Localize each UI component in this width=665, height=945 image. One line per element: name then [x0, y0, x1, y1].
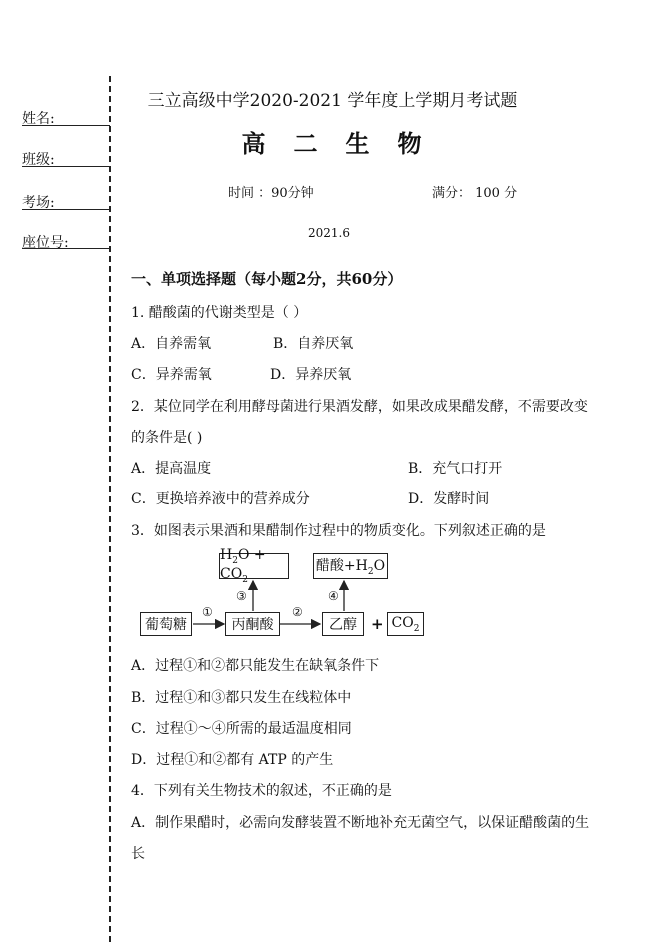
time-label: 时间 ：90分钟: [228, 186, 314, 201]
q2-stem-line2: 的条件是( ): [131, 430, 203, 446]
q1-stem: 1. 醋酸菌的代谢类型是（ ）: [131, 305, 308, 321]
subject-title: 高 二 生 物: [241, 129, 424, 158]
q2-stem-line1: 2．某位同学在利用酵母菌进行果酒发酵，如果改成果醋发酵，不需要改变: [131, 399, 588, 415]
h2o-co2-box: [219, 547, 289, 585]
q2-option-c: C．更换培养液中的营养成分: [131, 491, 310, 507]
q3-option-a: A．过程①和②都只能发生在缺氧条件下: [131, 658, 380, 674]
q1-option-c: C．异养需氧: [131, 367, 212, 383]
q1-option-a: A．自养需氧: [131, 336, 212, 352]
step2-label: ②: [292, 605, 303, 619]
q3-stem: 3．如图表示果酒和果醋制作过程中的物质变化。下列叙述正确的是: [131, 523, 546, 539]
co2-label: $CO_2$: [391, 614, 420, 634]
pyruvate-box: [225, 612, 280, 636]
glucose-label: 葡萄糖: [145, 617, 187, 633]
q3-option-d: D．过程①和②都有 ATP 的产生: [131, 752, 334, 768]
plus-sign: +: [371, 615, 384, 633]
q4-stem: 4．下列有关生物技术的叙述，不正确的是: [131, 783, 392, 799]
section-heading: 一、单项选择题（每小题2分，共60分）: [131, 270, 403, 288]
exam-date: 2021.6: [308, 226, 350, 240]
ethanol-label: 乙醇: [329, 617, 357, 633]
seat-label: 座位号:: [22, 235, 69, 251]
ethanol-box: [322, 612, 364, 636]
acetic-acid-box: [313, 553, 388, 579]
q3-option-b: B．过程①和③都只发生在线粒体中: [131, 690, 352, 706]
q3-option-c: C．过程①～④所需的最适温度相同: [131, 721, 352, 737]
step3-label: ③: [236, 589, 247, 603]
q2-option-d: D．发酵时间: [408, 491, 490, 507]
h2o-co2-label: $H_2O + CO_2$: [220, 547, 266, 585]
pyruvate-label: 丙酮酸: [231, 617, 274, 633]
acetic-acid-label: 醋酸$+H_2O$: [315, 558, 386, 577]
q4-option-a-line2: 长: [131, 846, 145, 862]
q4-option-a-line1: A．制作果醋时，必需向发酵装置不断地补充无菌空气，以保证醋酸菌的生: [131, 815, 590, 831]
name-label: 姓名:: [22, 111, 55, 127]
class-label: 班级:: [22, 152, 55, 168]
q2-option-b: B．充气口打开: [408, 461, 503, 477]
score-label: 满分： 100 分: [432, 186, 518, 201]
q2-option-a: A．提高温度: [131, 461, 212, 477]
q1-option-d: D．异养厌氧: [270, 367, 352, 383]
glucose-box: [140, 612, 192, 636]
step4-label: ④: [328, 589, 339, 603]
q1-option-b: B．自养厌氧: [273, 336, 354, 352]
exam-title: 三立高级中学2020-2021 学年度上学期月考试题: [147, 91, 518, 111]
step1-label: ①: [202, 605, 213, 619]
co2-box: [387, 612, 424, 636]
room-label: 考场:: [22, 195, 55, 211]
